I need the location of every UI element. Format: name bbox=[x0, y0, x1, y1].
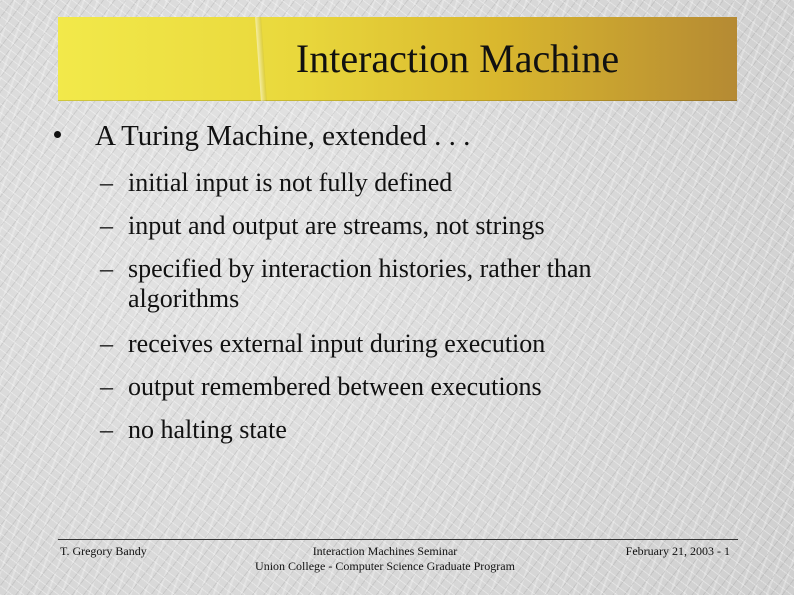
dash-icon: – bbox=[100, 372, 113, 401]
footer-author: T. Gregory Bandy bbox=[60, 544, 147, 558]
sub-bullet-text: output remembered between executions bbox=[128, 372, 542, 401]
footer-program: Union College - Computer Science Graduate Program bbox=[255, 559, 515, 573]
bullet-dot-icon bbox=[54, 131, 61, 138]
sub-bullet-text: receives external input during execution bbox=[128, 329, 546, 358]
footer-date-page: February 21, 2003 - 1 bbox=[625, 544, 730, 558]
footer-divider bbox=[58, 539, 738, 540]
dash-icon: – bbox=[100, 211, 113, 240]
dash-icon: – bbox=[100, 329, 113, 358]
dash-icon: – bbox=[100, 254, 113, 283]
dash-icon: – bbox=[100, 415, 113, 444]
footer-seminar: Interaction Machines Seminar bbox=[312, 544, 458, 558]
sub-bullet-text: no halting state bbox=[128, 415, 287, 444]
main-bullet-text: A Turing Machine, extended . . . bbox=[95, 120, 471, 152]
sub-bullet-text: initial input is not fully defined bbox=[128, 168, 453, 197]
dash-icon: – bbox=[100, 168, 113, 197]
slide-title: Interaction Machine bbox=[295, 36, 620, 81]
footer-center bbox=[220, 544, 550, 574]
sub-bullet-text: input and output are streams, not strings bbox=[128, 211, 545, 240]
sub-bullet-text: specified by interaction histories, rather than algorithms bbox=[128, 254, 592, 313]
title-banner bbox=[58, 17, 737, 101]
